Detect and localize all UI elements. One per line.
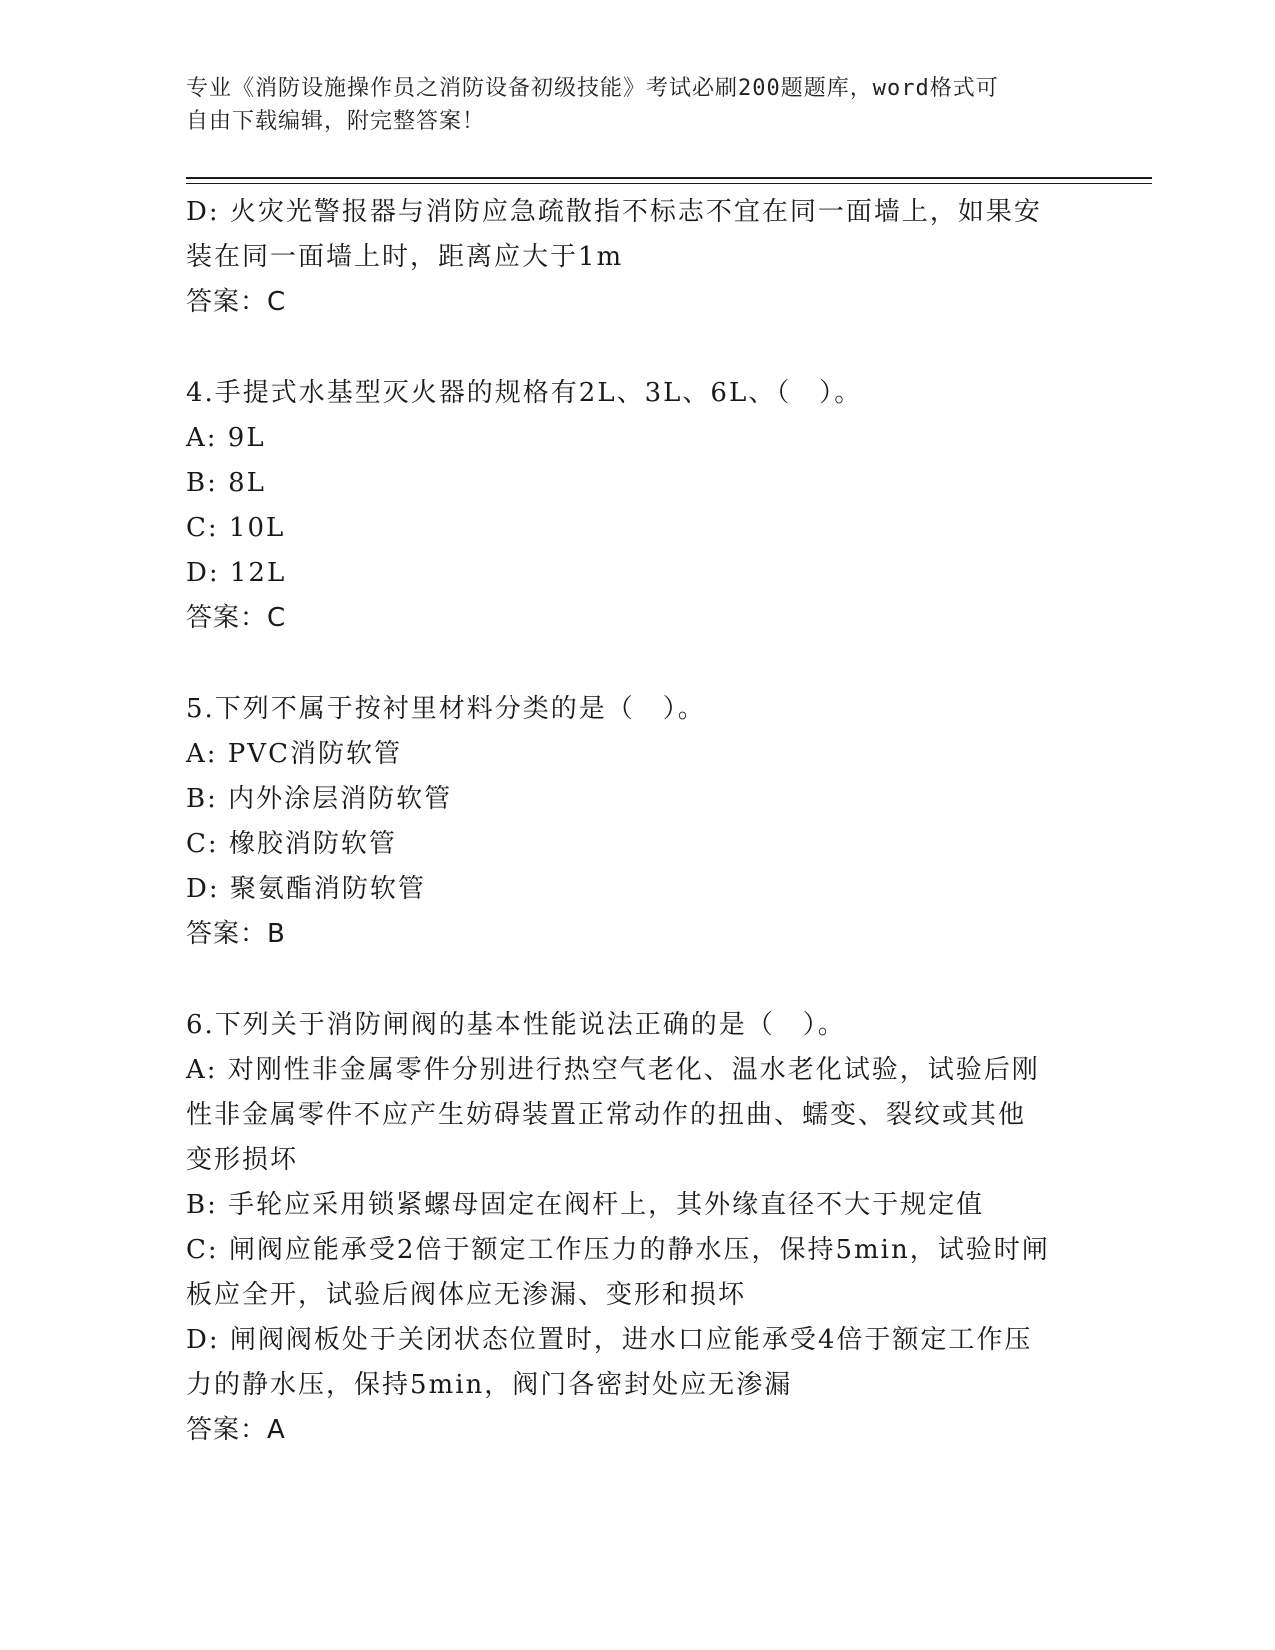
option-d-continued: 装在同一面墙上时，距离应大于1m xyxy=(186,242,624,272)
question-6-option-c: C: 闸阀应能承受2倍于额定工作压力的静水压，保持5min，试验时闸 xyxy=(186,1235,1050,1265)
question-5-option-a: A: PVC消防软管 xyxy=(186,739,402,769)
question-6-option-a: A: 对刚性非金属零件分别进行热空气老化、温水老化试验，试验后刚 xyxy=(186,1055,1040,1085)
question-5 xyxy=(186,687,1086,957)
question-6-option-d-continued: 力的静水压，保持5min，阀门各密封处应无渗漏 xyxy=(186,1370,793,1400)
header-divider-thick xyxy=(186,177,1152,179)
header-divider-thin xyxy=(186,183,1152,184)
document-body xyxy=(186,190,1086,1453)
answer-4: 答案：C xyxy=(186,603,287,633)
question-4-option-c: C: 10L xyxy=(186,513,286,543)
question-6-option-c-continued: 板应全开，试验后阀体应无渗漏、变形和损坏 xyxy=(186,1280,747,1310)
question-5-option-d: D: 聚氨酯消防软管 xyxy=(186,874,426,904)
question-4-stem: 4.手提式水基型灭火器的规格有2L、3L、6L、（ ）。 xyxy=(186,378,863,408)
question-4 xyxy=(186,371,1086,641)
option-d: D: 火灾光警报器与消防应急疏散指不标志不宜在同一面墙上，如果安 xyxy=(186,197,1042,227)
question-6-stem: 6.下列关于消防闸阀的基本性能说法正确的是（ ）。 xyxy=(186,1010,846,1040)
document-header xyxy=(186,72,1076,138)
answer-5: 答案：B xyxy=(186,919,286,949)
question-5-option-b: B: 内外涂层消防软管 xyxy=(186,784,453,814)
question-4-option-b: B: 8L xyxy=(186,468,266,498)
question-4-option-a: A: 9L xyxy=(186,423,266,453)
question-5-stem: 5.下列不属于按衬里材料分类的是（ ）。 xyxy=(186,694,706,724)
question-6-option-d: D: 闸阀阀板处于关闭状态位置时，进水口应能承受4倍于额定工作压 xyxy=(186,1325,1033,1355)
answer-6: 答案：A xyxy=(186,1415,286,1445)
question-6-option-a-continued-2: 变形损坏 xyxy=(186,1145,299,1175)
header-line-1: 专业《消防设施操作员之消防设备初级技能》考试必刷200题题库，word格式可 xyxy=(186,76,999,101)
question-4-option-d: D: 12L xyxy=(186,558,287,588)
question-6 xyxy=(186,1003,1086,1453)
question-6-option-a-continued-1: 性非金属零件不应产生妨碍装置正常动作的扭曲、蠕变、裂纹或其他 xyxy=(186,1100,1027,1130)
question-5-option-c: C: 橡胶消防软管 xyxy=(186,829,397,859)
question-6-option-b: B: 手轮应采用锁紧螺母固定在阀杆上，其外缘直径不大于规定值 xyxy=(186,1190,985,1220)
answer-3: 答案：C xyxy=(186,287,287,317)
question-3-tail xyxy=(186,190,1086,325)
header-line-2: 自由下载编辑，附完整答案！ xyxy=(186,109,486,134)
